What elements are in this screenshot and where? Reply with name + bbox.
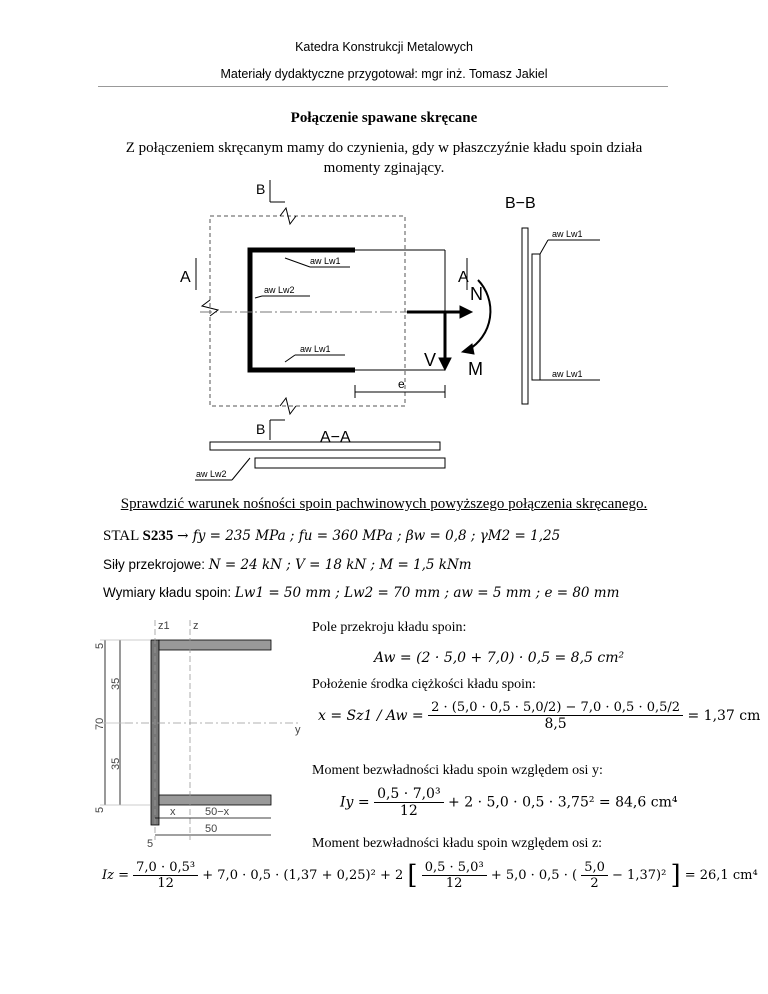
area-equation: Aw = (2 · 5,0 + 7,0) · 0,5 = 8,5 cm² bbox=[374, 650, 625, 666]
label-e: e bbox=[398, 377, 405, 391]
iz-num-1: 7,0 · 0,5³ bbox=[133, 860, 198, 876]
dims-values: Lw1 = 50 mm ; Lw2 = 70 mm ; aw = 5 mm ; e = 80 mm bbox=[234, 585, 620, 601]
centroid-numerator: 2 · (5,0 · 0,5 · 5,0/2) − 7,0 · 0,5 · 0,5/2 bbox=[428, 700, 683, 716]
sec-aa-label: A−A bbox=[320, 429, 351, 446]
weld-section-figure bbox=[95, 615, 415, 855]
label-a-left: A bbox=[180, 269, 191, 286]
iy-lhs: Iy = bbox=[340, 794, 370, 811]
axis-z1: z1 bbox=[158, 620, 170, 632]
dims-label: Wymiary kładu spoin: bbox=[103, 585, 235, 600]
label-a-right: A bbox=[458, 269, 469, 286]
dim-5-top: 5 bbox=[94, 642, 106, 649]
centroid-equation bbox=[318, 700, 760, 732]
steel-grade: S235 bbox=[142, 528, 174, 544]
intro-line-2: momenty zginający. bbox=[323, 160, 445, 176]
iy-denominator: 12 bbox=[399, 803, 418, 819]
centroid-heading: Położenie środka ciężkości kładu spoin: bbox=[312, 677, 536, 692]
iz-den-1: 12 bbox=[157, 876, 174, 891]
centroid-lhs: x = Sz1 / Aw = bbox=[318, 708, 424, 724]
forces-label: Siły przekrojowe: bbox=[103, 557, 209, 572]
connection-figure bbox=[0, 180, 768, 480]
iz-mid: + 7,0 · 0,5 · (1,37 + 0,25)² + 2 bbox=[202, 868, 404, 883]
axis-z: z bbox=[193, 620, 199, 632]
iz-den-3: 2 bbox=[590, 876, 599, 891]
dim-70: 70 bbox=[94, 717, 106, 730]
centroid-denominator: 8,5 bbox=[544, 716, 567, 732]
iz-num-2: 0,5 · 5,0³ bbox=[422, 860, 487, 876]
weld-lw1-bottom: aw Lw1 bbox=[300, 344, 331, 354]
steel-prefix: STAL bbox=[103, 528, 143, 544]
header-line-2: Materiały dydaktyczne przygotował: mgr inż. Tomasz Jakiel bbox=[220, 67, 548, 81]
label-m: M bbox=[468, 359, 483, 379]
iz-fraction-1 bbox=[133, 860, 198, 891]
iz-fraction-3 bbox=[581, 860, 608, 891]
task-statement: Sprawdzić warunek nośności spoin pachwinowych powyższego połączenia skręcanego. bbox=[120, 496, 648, 512]
iy-numerator: 0,5 · 7,0³ bbox=[374, 786, 444, 803]
centroid-result: = 1,37 cm bbox=[687, 708, 761, 724]
dims-line bbox=[103, 585, 619, 602]
iz-equation: Iz = $\frac{\text{7,0 · 0,5³}}{12}$ + 7,0 · 0,5 · (1,37 + 0,25)² + 2 [ $\frac{\text{0,5 · 5,0³}}{12}$ + 5,0 · 0,5 · ( $\frac{5,0}{2}$ − 1,37)² ] = 26,1 cm⁴ bbox=[102, 860, 758, 891]
dim-50: 50 bbox=[205, 823, 218, 835]
iz-mid-2: + 5,0 · 0,5 · ( bbox=[490, 868, 578, 883]
iy-rest: + 2 · 5,0 · 0,5 · 3,75² = 84,6 cm⁴ bbox=[448, 794, 678, 811]
forces-values: N = 24 kN ; V = 18 kN ; M = 1,5 kNm bbox=[208, 557, 472, 573]
doc-title: Połączenie spawane skręcane bbox=[290, 110, 478, 126]
weld-bb-top: aw Lw1 bbox=[552, 229, 583, 239]
dim-50-x: 50−x bbox=[205, 806, 230, 818]
iz-fraction-2 bbox=[422, 860, 487, 891]
steel-props: → fy = 235 MPa ; fu = 360 MPa ; βw = 0,8 ; γM2 = 1,25 bbox=[177, 528, 561, 544]
iy-equation bbox=[340, 786, 677, 819]
iz-num-3: 5,0 bbox=[581, 860, 608, 876]
weld-lw1-top: aw Lw1 bbox=[310, 256, 341, 266]
dim-35-bottom: 35 bbox=[110, 757, 122, 770]
iz-result: = 26,1 cm⁴ bbox=[684, 868, 758, 883]
label-n: N bbox=[470, 284, 483, 304]
forces-line bbox=[103, 557, 472, 574]
label-b-bottom: B bbox=[256, 421, 266, 437]
iz-heading: Moment bezwładności kładu spoin względem osi z: bbox=[312, 836, 603, 851]
sec-bb-label: B−B bbox=[505, 195, 536, 212]
iy-fraction bbox=[374, 786, 444, 819]
header-line-1: Katedra Konstrukcji Metalowych bbox=[295, 40, 473, 54]
area-heading: Pole przekroju kładu spoin: bbox=[312, 620, 467, 635]
dim-35-top: 35 bbox=[110, 677, 122, 690]
dim-5-web: 5 bbox=[147, 838, 154, 850]
iy-heading: Moment bezwładności kładu spoin względem osi y: bbox=[312, 763, 603, 778]
centroid-fraction bbox=[428, 700, 683, 732]
dim-x: x bbox=[170, 806, 176, 818]
axis-y: y bbox=[295, 724, 301, 736]
iz-lhs: Iz = bbox=[102, 868, 130, 883]
header-divider bbox=[98, 86, 668, 87]
steel-line bbox=[103, 528, 560, 545]
label-b-top: B bbox=[256, 181, 266, 197]
weld-lw2: aw Lw2 bbox=[264, 285, 295, 295]
dim-5-bottom: 5 bbox=[94, 806, 106, 813]
iz-den-2: 12 bbox=[445, 876, 463, 891]
weld-aa: aw Lw2 bbox=[196, 469, 227, 479]
label-v: V bbox=[424, 350, 437, 370]
weld-bb-bottom: aw Lw1 bbox=[552, 369, 583, 379]
intro-line-1: Z połączeniem skręcanym mamy do czynienia, gdy w płaszczyźnie kładu spoin działa bbox=[125, 140, 643, 156]
iz-tail: − 1,37)² bbox=[612, 868, 667, 883]
